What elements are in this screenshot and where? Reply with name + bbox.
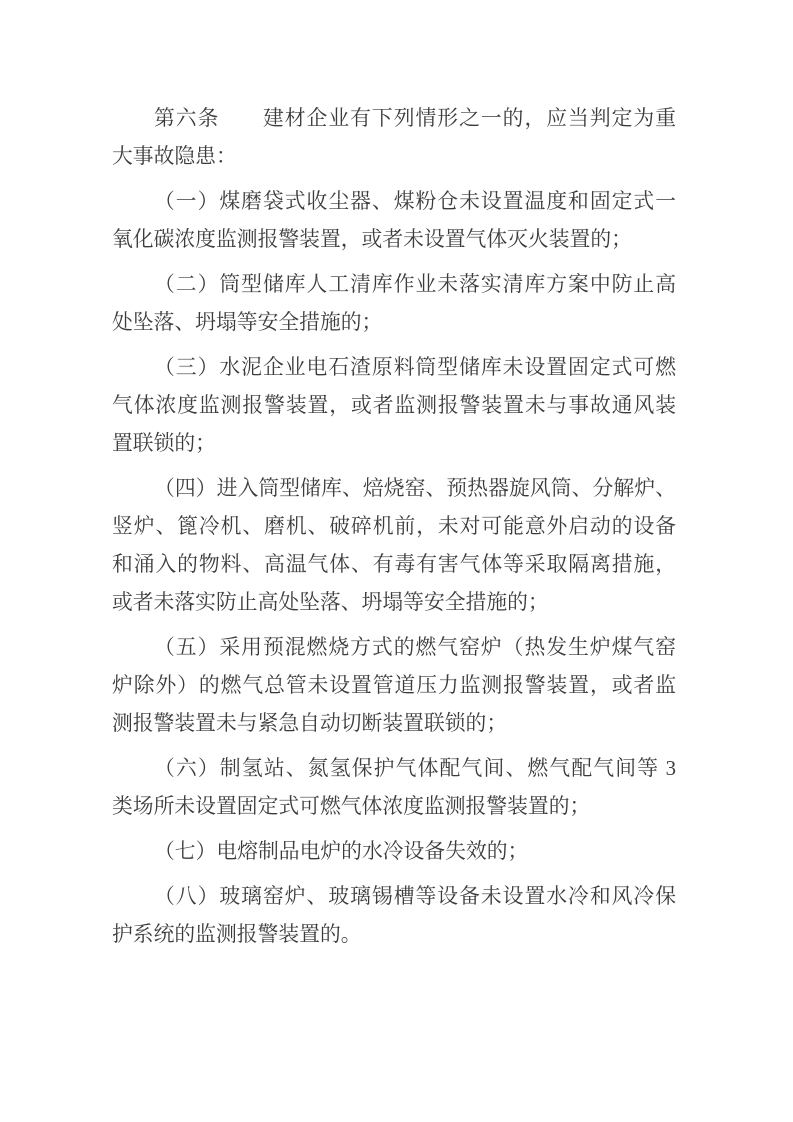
text-line: （六）制氢站、氮氢保护气体配气间、燃气配气间等 3	[154, 757, 676, 780]
text-line: （五）采用预混燃烧方式的燃气窑炉（热发生炉煤气窑	[154, 636, 676, 659]
paragraph-item-6	[112, 750, 676, 826]
text-line: 和涌入的物料、高温气体、有毒有害气体等采取隔离措施，	[112, 553, 676, 576]
text-line: 类场所未设置固定式可燃气体浓度监测报警装置的；	[112, 795, 591, 818]
text-line: 护系统的监测报警装置的。	[112, 923, 362, 946]
text-line: 气体浓度监测报警装置，或者监测报警装置未与事故通风装	[112, 394, 676, 417]
text-line: 炉除外）的燃气总管未设置管道压力监测报警装置，或者监	[112, 674, 676, 697]
text-line: （四）进入筒型储库、焙烧窑、预热器旋风筒、分解炉、	[154, 477, 676, 500]
text-line: 竖炉、篦冷机、磨机、破碎机前，未对可能意外启动的设备	[112, 515, 676, 538]
text-line: （二）筒型储库人工清库作业未落实清库方案中防止高	[154, 273, 676, 296]
text-line: 置联锁的；	[112, 432, 216, 455]
text-line: 或者未落实防止高处坠落、坍塌等安全措施的；	[112, 591, 549, 614]
paragraph-item-4	[112, 470, 676, 622]
paragraph-item-2	[112, 266, 676, 342]
paragraph-item-8	[112, 878, 676, 954]
text-line: （一）煤磨袋式收尘器、煤粉仓未设置温度和固定式一	[154, 190, 676, 213]
text-line: 第六条 建材企业有下列情形之一的，应当判定为重	[154, 107, 676, 130]
paragraph-article-6	[112, 100, 676, 176]
paragraph-item-5	[112, 629, 676, 743]
text-line: （八）玻璃窑炉、玻璃锡槽等设备未设置水冷和风冷保	[154, 885, 676, 908]
text-line: （七）电熔制品电炉的水冷设备失效的；	[154, 840, 529, 863]
paragraph-item-3	[112, 349, 676, 463]
text-line: 大事故隐患：	[112, 145, 237, 168]
paragraph-item-1	[112, 183, 676, 259]
text-line: 测报警装置未与紧急自动切断装置联锁的；	[112, 712, 508, 735]
paragraph-item-7	[112, 833, 676, 871]
text-line: 处坠落、坍塌等安全措施的；	[112, 311, 383, 334]
text-line: 氧化碳浓度监测报警装置，或者未设置气体灭火装置的；	[112, 228, 632, 251]
text-line: （三）水泥企业电石渣原料筒型储库未设置固定式可燃	[154, 356, 676, 379]
